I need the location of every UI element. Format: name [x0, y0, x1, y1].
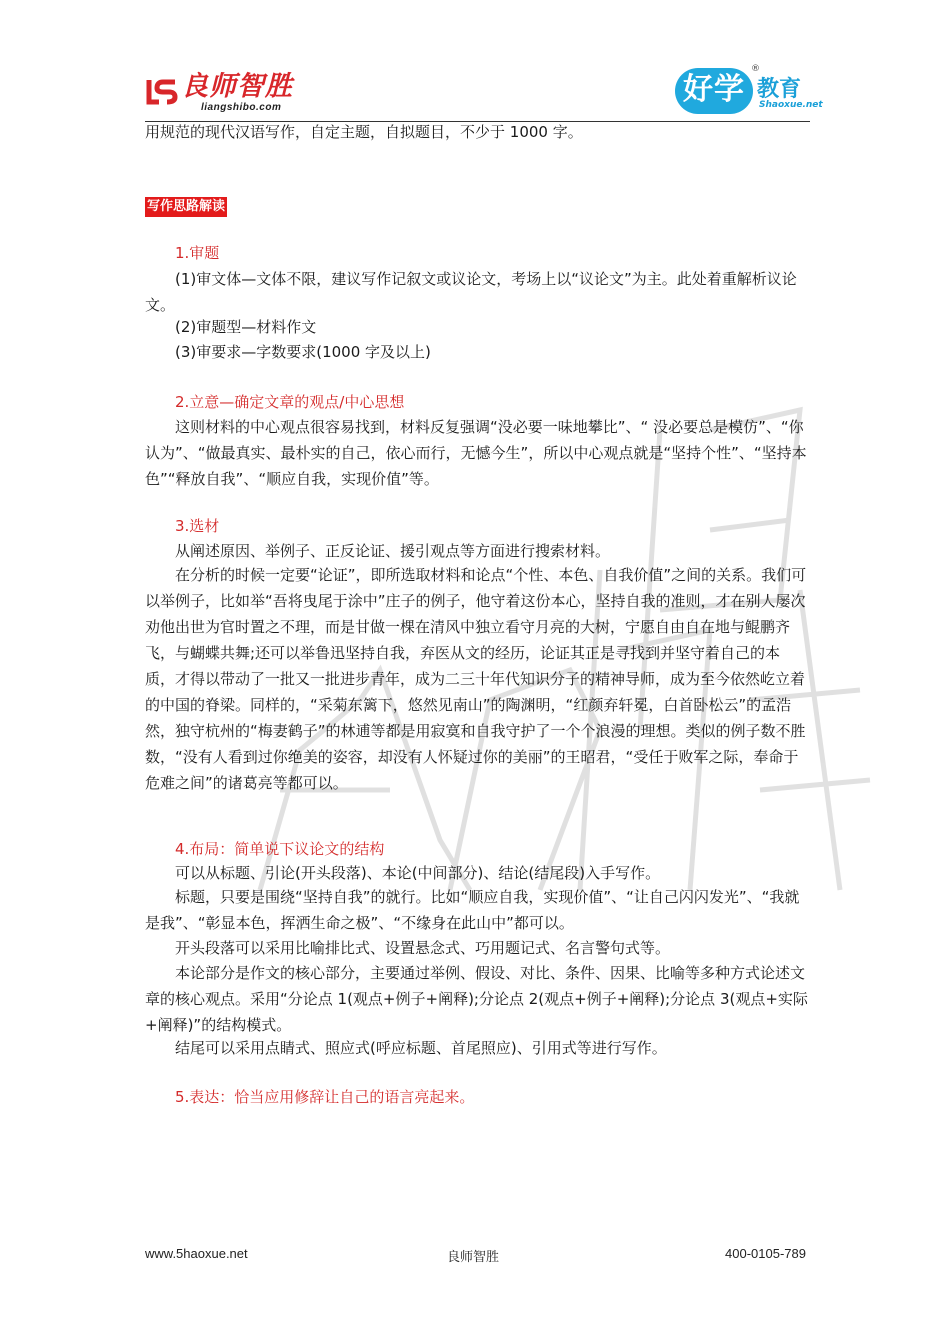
- haoxue-logo: [675, 62, 823, 120]
- section-4-para-3: 开头段落可以采用比喻排比式、设置悬念式、巧用题记式、名言警句式等。: [175, 939, 671, 957]
- liangshi-domain-text: liangshibo.com: [201, 102, 282, 113]
- liangshi-brand-text: 良师智胜: [181, 71, 293, 102]
- section-4-para-2: 标题，只要是围绕“坚持自我”的就行。比如“顺应自我，实现价值”、“让自己闪闪发光”、“我就是我”、“彰显本色，挥洒生命之极”、“不缘身在此山中”都可以。: [145, 888, 800, 932]
- section-4-para-4: 本论部分是作文的核心部分，主要通过举例、假设、对比、条件、因果、比喻等多种方式论述文章的核心观点。采用“分论点 1(观点+例子+阐释);分论点 2(观点+例子+阐释);分论点 3(观点+实际+阐释)”的结构模式。: [145, 964, 808, 1034]
- section-4-para-5: 结尾可以采用点睛式、照应式(呼应标题、首尾照应)、引用式等进行写作。: [175, 1039, 667, 1057]
- section-1-para-1: (1)审文体—文体不限，建议写作记叙文或议论文，考场上以“议论文”为主。此处着重解析议论文。: [145, 270, 797, 314]
- section-heading-3: 3.选材: [175, 517, 220, 535]
- section-3-para-1: 从阐述原因、举例子、正反论证、援引观点等方面进行搜索材料。: [175, 542, 611, 560]
- section-2-para-1: 这则材料的中心观点很容易找到，材料反复强调“没必要一味地攀比”、“ 没必要总是模仿”、“你认为”、“做最真实、最朴实的自己，依心而行，无憾今生”，所以中心观点就是“坚持个性”、“坚持本色”“释放自我”、“顺应自我，实现价值”等。: [145, 418, 807, 488]
- section-heading-5: 5.表达：恰当应用修辞让自己的语言亮起来。: [175, 1088, 475, 1106]
- section-heading-1: 1.审题: [175, 244, 220, 262]
- registered-mark: ®: [751, 64, 760, 74]
- footer-website: www.5haoxue.net: [145, 1246, 248, 1261]
- haoxue-badge-text: 好学: [683, 72, 745, 107]
- haoxue-edu-text: 教育: [757, 77, 802, 102]
- page-header: [145, 62, 823, 122]
- section-3-para-2: 在分析的时候一定要“论证”，即所选取材料和论点“个性、本色、自我价值”之间的关系。我们可以举例子，比如举“吾将曳尾于涂中”庄子的例子，他守着这份本心，坚持自我的准则，才在别人屡次劝他出世为官时置之不理，而是甘做一棵在清风中独立看守月亮的大树，宁愿自由自在地与鲲鹏齐飞，与蝴蝶共舞;还可以举鲁迅坚持自我，弃医从文的经历，论证其正是寻找到并坚守着自己的本质，才得以带动了一批又一批进步青年，成为二三十年代知识分子的精神导师，成为至今依然屹立着的中国的脊梁。同样的，“采菊东篱下，悠然见南山”的陶渊明，“红颜弃轩冕，白首卧松云”的孟浩然，独守杭州的“梅妻鹤子”的林逋等都是用寂寞和自我守护了一个个浪漫的理想。类似的例子数不胜数，“没有人看到过你绝美的姿容，却没有人怀疑过你的美丽”的王昭君，“受任于败军之际，奉命于危难之间”的诸葛亮等都可以。: [145, 566, 807, 792]
- footer-brand: 良师智胜: [447, 1249, 500, 1264]
- liangshi-mark-icon: [145, 76, 179, 106]
- footer-phone: 400-0105-789: [725, 1246, 806, 1261]
- intro-paragraph: 用规范的现代汉语写作，自定主题，自拟题目，不少于 1000 字。: [145, 123, 583, 141]
- section-tag: 写作思路解读: [145, 197, 227, 217]
- section-heading-2: 2.立意—确定文章的观点/中心思想: [175, 393, 405, 411]
- haoxue-badge: [675, 68, 753, 114]
- section-1-para-3: (3)审要求—字数要求(1000 字及以上): [175, 343, 431, 361]
- watermark-text: 良师智胜: [240, 370, 244, 371]
- liangshi-logo: [145, 72, 345, 112]
- section-heading-4: 4.布局：简单说下议论文的结构: [175, 840, 385, 858]
- section-1-para-2: (2)审题型—材料作文: [175, 318, 317, 336]
- section-4-para-1: 可以从标题、引论(开头段落)、本论(中间部分)、结论(结尾段)入手写作。: [175, 864, 661, 882]
- haoxue-site-text: Shaoxue.net: [759, 100, 823, 110]
